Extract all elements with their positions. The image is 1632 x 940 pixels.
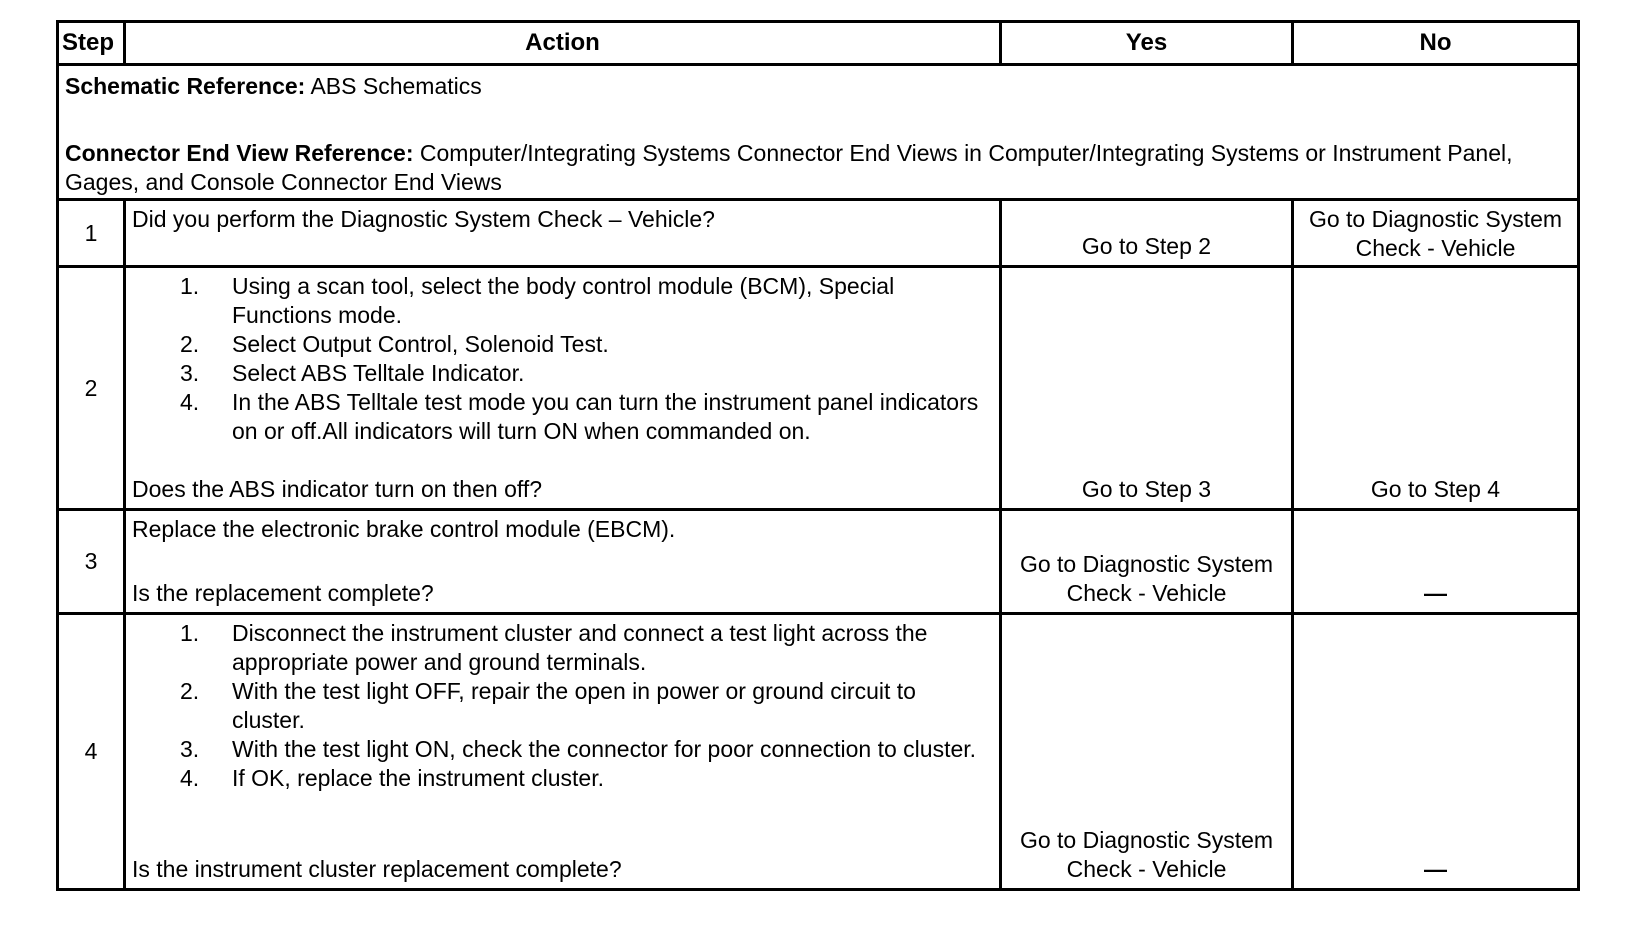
yes-result-link[interactable]: Go to Diagnostic System Check - Vehicle <box>999 615 1291 888</box>
reference-cell <box>59 66 1577 198</box>
table-row <box>59 612 1577 888</box>
header-no: No <box>1291 23 1577 63</box>
no-result: — <box>1291 511 1577 612</box>
yes-result-link[interactable]: Go to Step 2 <box>999 201 1291 265</box>
connector-reference-link[interactable]: Computer/Integrating Systems Connector End Views in Computer/Integrating Systems or Instrument Panel, Gages, and Console Connector End Views <box>65 140 1513 195</box>
table-row <box>59 265 1577 508</box>
table-row <box>59 198 1577 265</box>
list-item: 1. Disconnect the instrument cluster and connect a test light across the appropriate power and ground terminals. <box>180 620 928 675</box>
reference-row <box>59 63 1577 198</box>
connector-reference <box>65 139 1571 197</box>
action-cell <box>123 268 999 508</box>
step-number: 3 <box>84 548 98 574</box>
list-item: 1. Using a scan tool, select the body control module (BCM), Special Functions mode. <box>180 273 895 328</box>
schematic-reference-link[interactable]: ABS Schematics <box>305 73 482 99</box>
no-result: — <box>1291 615 1577 888</box>
step-number: 4 <box>84 738 98 764</box>
list-item: 4. If OK, replace the instrument cluster. <box>180 765 604 791</box>
diagnostic-table <box>56 20 1580 891</box>
yes-result-link[interactable]: Go to Step 3 <box>999 268 1291 508</box>
schematic-reference-label: Schematic Reference: <box>65 73 306 99</box>
action-cell <box>123 615 999 888</box>
question-text: Does the ABS indicator turn on then off? <box>132 476 543 502</box>
table-header <box>59 23 1577 63</box>
question-text: Is the replacement complete? <box>132 580 434 606</box>
procedure-list <box>132 619 991 793</box>
step-number: 2 <box>84 374 98 401</box>
no-result-link[interactable]: Go to Diagnostic System Check - Vehicle <box>1291 201 1577 265</box>
action-cell <box>123 511 999 612</box>
action-text: Did you perform the Diagnostic System Check – Vehicle? <box>123 201 999 265</box>
step-number: 1 <box>84 219 98 246</box>
list-item: 3. With the test light ON, check the connector for poor connection to cluster. <box>180 736 977 762</box>
header-yes: Yes <box>999 23 1291 63</box>
action-text: Replace the electronic brake control module (EBCM). <box>132 516 676 542</box>
header-step: Step <box>62 29 115 56</box>
table-row <box>59 508 1577 612</box>
no-result-link[interactable]: Go to Step 4 <box>1291 268 1577 508</box>
list-item: 3. Select ABS Telltale Indicator. <box>180 360 525 386</box>
list-item: 4. In the ABS Telltale test mode you can turn the instrument panel indicators on or off.All indicators will turn ON when commanded on. <box>180 389 979 444</box>
connector-reference-label: Connector End View Reference: <box>65 140 414 166</box>
header-action: Action <box>123 23 999 63</box>
procedure-list <box>132 272 991 446</box>
yes-result-link[interactable]: Go to Diagnostic System Check - Vehicle <box>999 511 1291 612</box>
list-item: 2. With the test light OFF, repair the open in power or ground circuit to cluster. <box>180 678 916 733</box>
question-text: Is the instrument cluster replacement complete? <box>132 856 622 882</box>
schematic-reference <box>65 72 1571 101</box>
list-item: 2. Select Output Control, Solenoid Test. <box>180 331 609 357</box>
